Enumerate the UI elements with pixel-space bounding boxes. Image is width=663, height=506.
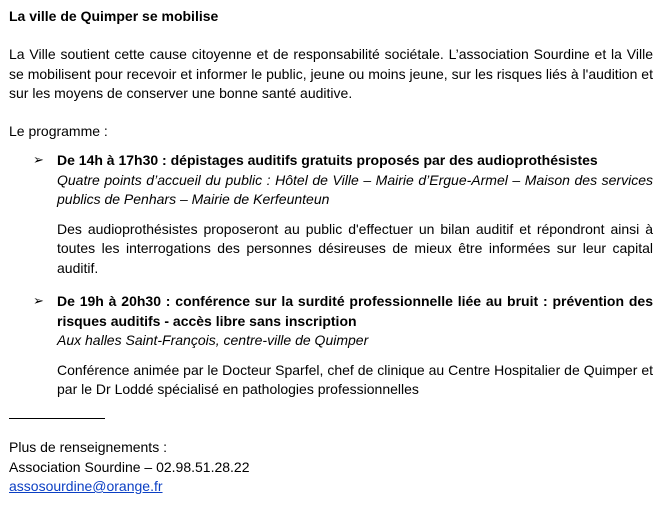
separator-rule [9, 418, 105, 419]
arrow-bullet-icon: ➢ [33, 293, 44, 308]
programme-item-location: Quatre points d’accueil du public : Hôtel de Ville – Mairie d’Ergue-Armel – Maison des services publics de Penhars – Mairie de Kerfeunteun [57, 171, 653, 207]
programme-item-afternoon [33, 151, 653, 278]
programme-item-heading: De 19h à 20h30 : conférence sur la surdité professionnelle liée au bruit : prévention des risques auditifs - accès libre sans inscription [57, 293, 653, 329]
programme-item-location: Aux halles Saint-François, centre-ville de Quimper [57, 332, 369, 348]
programme-item-body [57, 151, 653, 278]
contact-association: Association Sourdine – 02.98.51.28.22 [9, 458, 250, 475]
contact-label: Plus de renseignements : [9, 439, 167, 455]
programme-item-description: Des audioprothésistes proposeront au public d'effectuer un bilan auditif et répondront ainsi à toutes les interrogations des personnes désireuses de mieux être informées sur leur capital auditif. [57, 220, 653, 276]
contact-email-link[interactable]: assosourdine@orange.fr [9, 478, 163, 494]
arrow-bullet-icon: ➢ [33, 152, 44, 167]
programme-item-evening [33, 292, 653, 400]
programme-item-heading: De 14h à 17h30 : dépistages auditifs gratuits proposés par des audioprothésistes [57, 152, 598, 168]
programme-label: Le programme : [9, 123, 108, 139]
programme-item-body [57, 292, 653, 400]
intro-paragraph: La Ville soutient cette cause citoyenne et de responsabilité sociétale. L’association Sourdine et la Ville se mobilisent pour recevoir et informer le public, jeune ou moins jeune, sur les risques liés à l'audition et sur les moyens de conserver une bonne santé auditive. [9, 46, 653, 101]
programme-item-description: Conférence animée par le Docteur Sparfel, chef de clinique au Centre Hospitalier de Quimper et par le Dr Loddé spécialisé en pathologies professionnelles [57, 361, 653, 397]
contact-block [9, 438, 250, 497]
page-title: La ville de Quimper se mobilise [9, 8, 219, 24]
